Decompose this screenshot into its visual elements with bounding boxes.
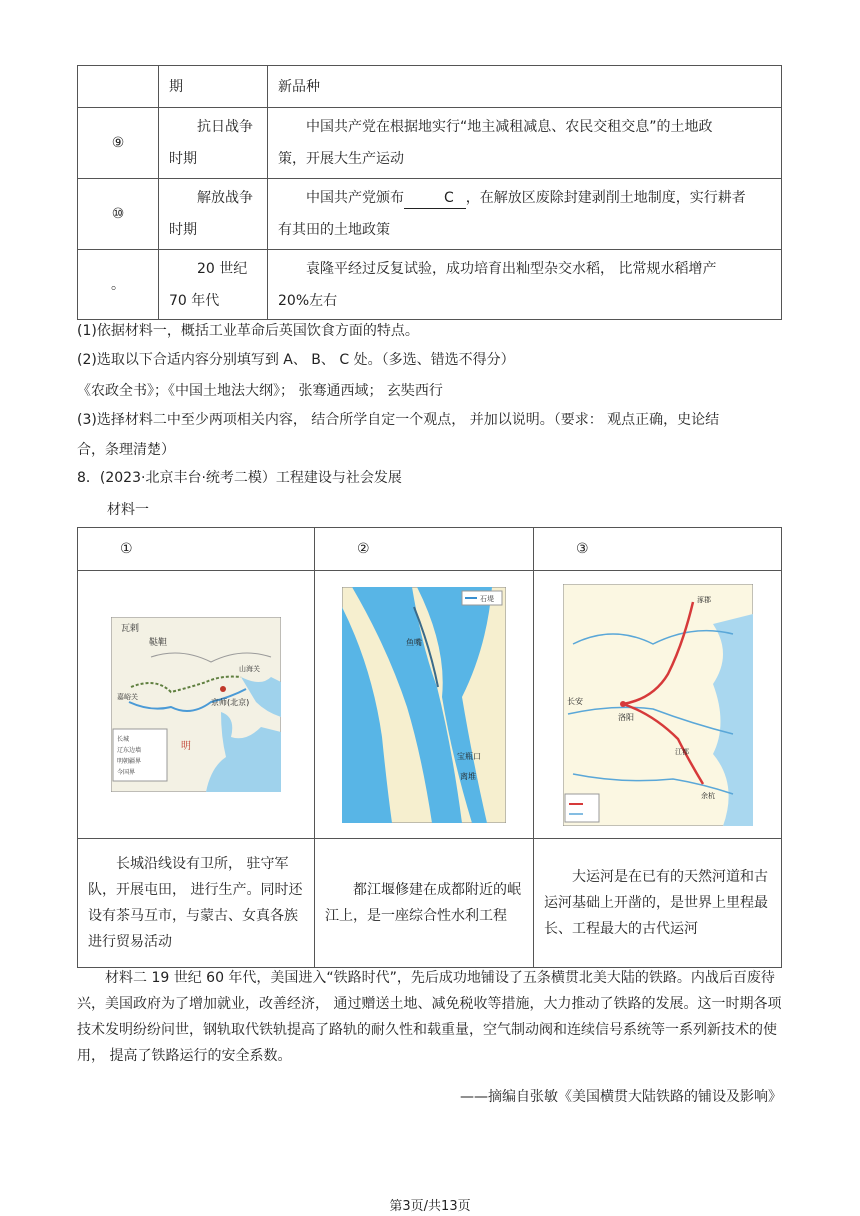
table-row (78, 571, 782, 839)
content-line: 有其田的土地政策 (278, 222, 390, 238)
content-cell (268, 179, 782, 250)
question-2: (2)选取以下合适内容分别填写到 A、 B、 C 处。（多选、错选不得分） (77, 352, 515, 368)
map-grand-canal-cell (534, 571, 782, 839)
question-2-options: 《农政全书》；《中国土地法大纲》； 张骞通西域； 玄奘西行 (77, 383, 443, 399)
material-1-table (77, 527, 782, 968)
content-text: ，在解放区废除封建剥削土地制度，实行耕者 (465, 190, 746, 206)
map-label: 山海关 (239, 665, 260, 673)
table-row (78, 108, 782, 179)
legend-label: 长城 (117, 736, 130, 743)
map-label: 瓦剌 (121, 624, 140, 634)
question-3: (3)选择材料二中至少两项相关内容， 结合所学自定一个观点， 并加以说明。（要求： 观点正确，史论结 (77, 412, 720, 428)
row-number: 。 (78, 250, 159, 320)
content-line: 20%左右 (278, 292, 338, 309)
map-label: 长安 (566, 696, 583, 706)
content-cell (268, 250, 782, 320)
period-cell: 20 世纪70 年代 (159, 250, 268, 320)
content-cell: 新品种 (268, 66, 782, 108)
map-label: 嘉峪关 (117, 693, 138, 701)
legend-label: 石堤 (480, 594, 494, 603)
description-cell: 都江堰修建在成都附近的岷江上，是一座综合性水利工程 (315, 839, 534, 968)
material-2-source: ——摘编自张敏《美国横贯大陆铁路的铺设及影响》 (460, 1089, 782, 1105)
map-label: 宝瓶口 (457, 751, 481, 761)
map-label: 明 (181, 741, 191, 752)
map-label: 江都 (674, 747, 689, 756)
table-row (78, 179, 782, 250)
page-footer: 第3页/共13页 (389, 1199, 471, 1214)
legend-label: 明朝疆界 (117, 758, 142, 765)
map-dujiangyan-cell (315, 571, 534, 839)
question-8-title: 8．(2023·北京丰台·统考二模）工程建设与社会发展 (77, 470, 402, 486)
col-number: ① (78, 528, 315, 571)
table-row (78, 528, 782, 571)
map-label: 洛阳 (617, 712, 634, 722)
content-line: 中国共产党在根据地实行“地主减租减息、农民交租交息”的土地政 (306, 119, 713, 135)
col-number: ② (315, 528, 534, 571)
legend-label: 辽东边墙 (117, 747, 142, 754)
map-great-wall-cell (78, 571, 315, 839)
content-line: 策，开展大生产运动 (278, 151, 404, 167)
great-wall-map (111, 617, 281, 792)
map-label: 涿郡 (696, 595, 711, 604)
row-number: ⑩ (78, 179, 159, 250)
period-cell: 期 (159, 66, 268, 108)
map-label: 鞑靼 (149, 638, 168, 648)
table-row (78, 66, 782, 108)
map-label: 余杭 (700, 791, 715, 800)
description-cell: 长城沿线设有卫所， 驻守军队，开展屯田， 进行生产。同时还设有茶马互市，与蒙古、女真各族进行贸易活动 (78, 839, 315, 968)
col-number: ③ (534, 528, 782, 571)
question-1: (1)依据材料一，概括工业革命后英国饮食方面的特点。 (77, 323, 419, 339)
content-text: 中国共产党颁布 (306, 190, 404, 206)
material-2-text: 材料二 19 世纪 60 年代，美国进入“铁路时代”，先后成功地铺设了五条横贯北美大陆的铁路。内战后百废待兴，美国政府为了增加就业，改善经济， 通过赠送土地、减免税收等措施，大力推动了铁路的发展。这一时期各项技术发明纷纷问世，钢轨取代铁轨提高了路轨的耐久性和载重量，空气制动阀和连续信号系统等一系列新技术的使用， 提高了铁路运行的安全系数。 (77, 970, 782, 1064)
map-label: 鱼嘴 (406, 637, 422, 647)
content-cell (268, 108, 782, 179)
row-number: ⑨ (78, 108, 159, 179)
map-label: 京师(北京) (211, 698, 250, 707)
land-policy-table (77, 65, 782, 320)
table-row (78, 250, 782, 320)
fill-blank[interactable]: C (404, 188, 466, 209)
table-row (78, 839, 782, 968)
question-3-cont: 合，条理清楚） (77, 442, 175, 458)
row-number (78, 66, 159, 108)
legend-label: 今国界 (117, 769, 136, 776)
content-line (278, 182, 771, 214)
content-line: 袁隆平经过反复试验，成功培育出籼型杂交水稻， 比常规水稻增产 (306, 260, 717, 277)
description-cell: 大运河是在已有的天然河道和古运河基础上开凿的，是世界上里程最长、工程最大的古代运河 (534, 839, 782, 968)
period-cell: 抗日战争时期 (159, 108, 268, 179)
dujiangyan-map (342, 587, 506, 823)
material-1-label: 材料一 (107, 502, 149, 518)
grand-canal-map (563, 584, 753, 826)
map-label: 离堆 (460, 771, 476, 781)
period-cell: 解放战争时期 (159, 179, 268, 250)
